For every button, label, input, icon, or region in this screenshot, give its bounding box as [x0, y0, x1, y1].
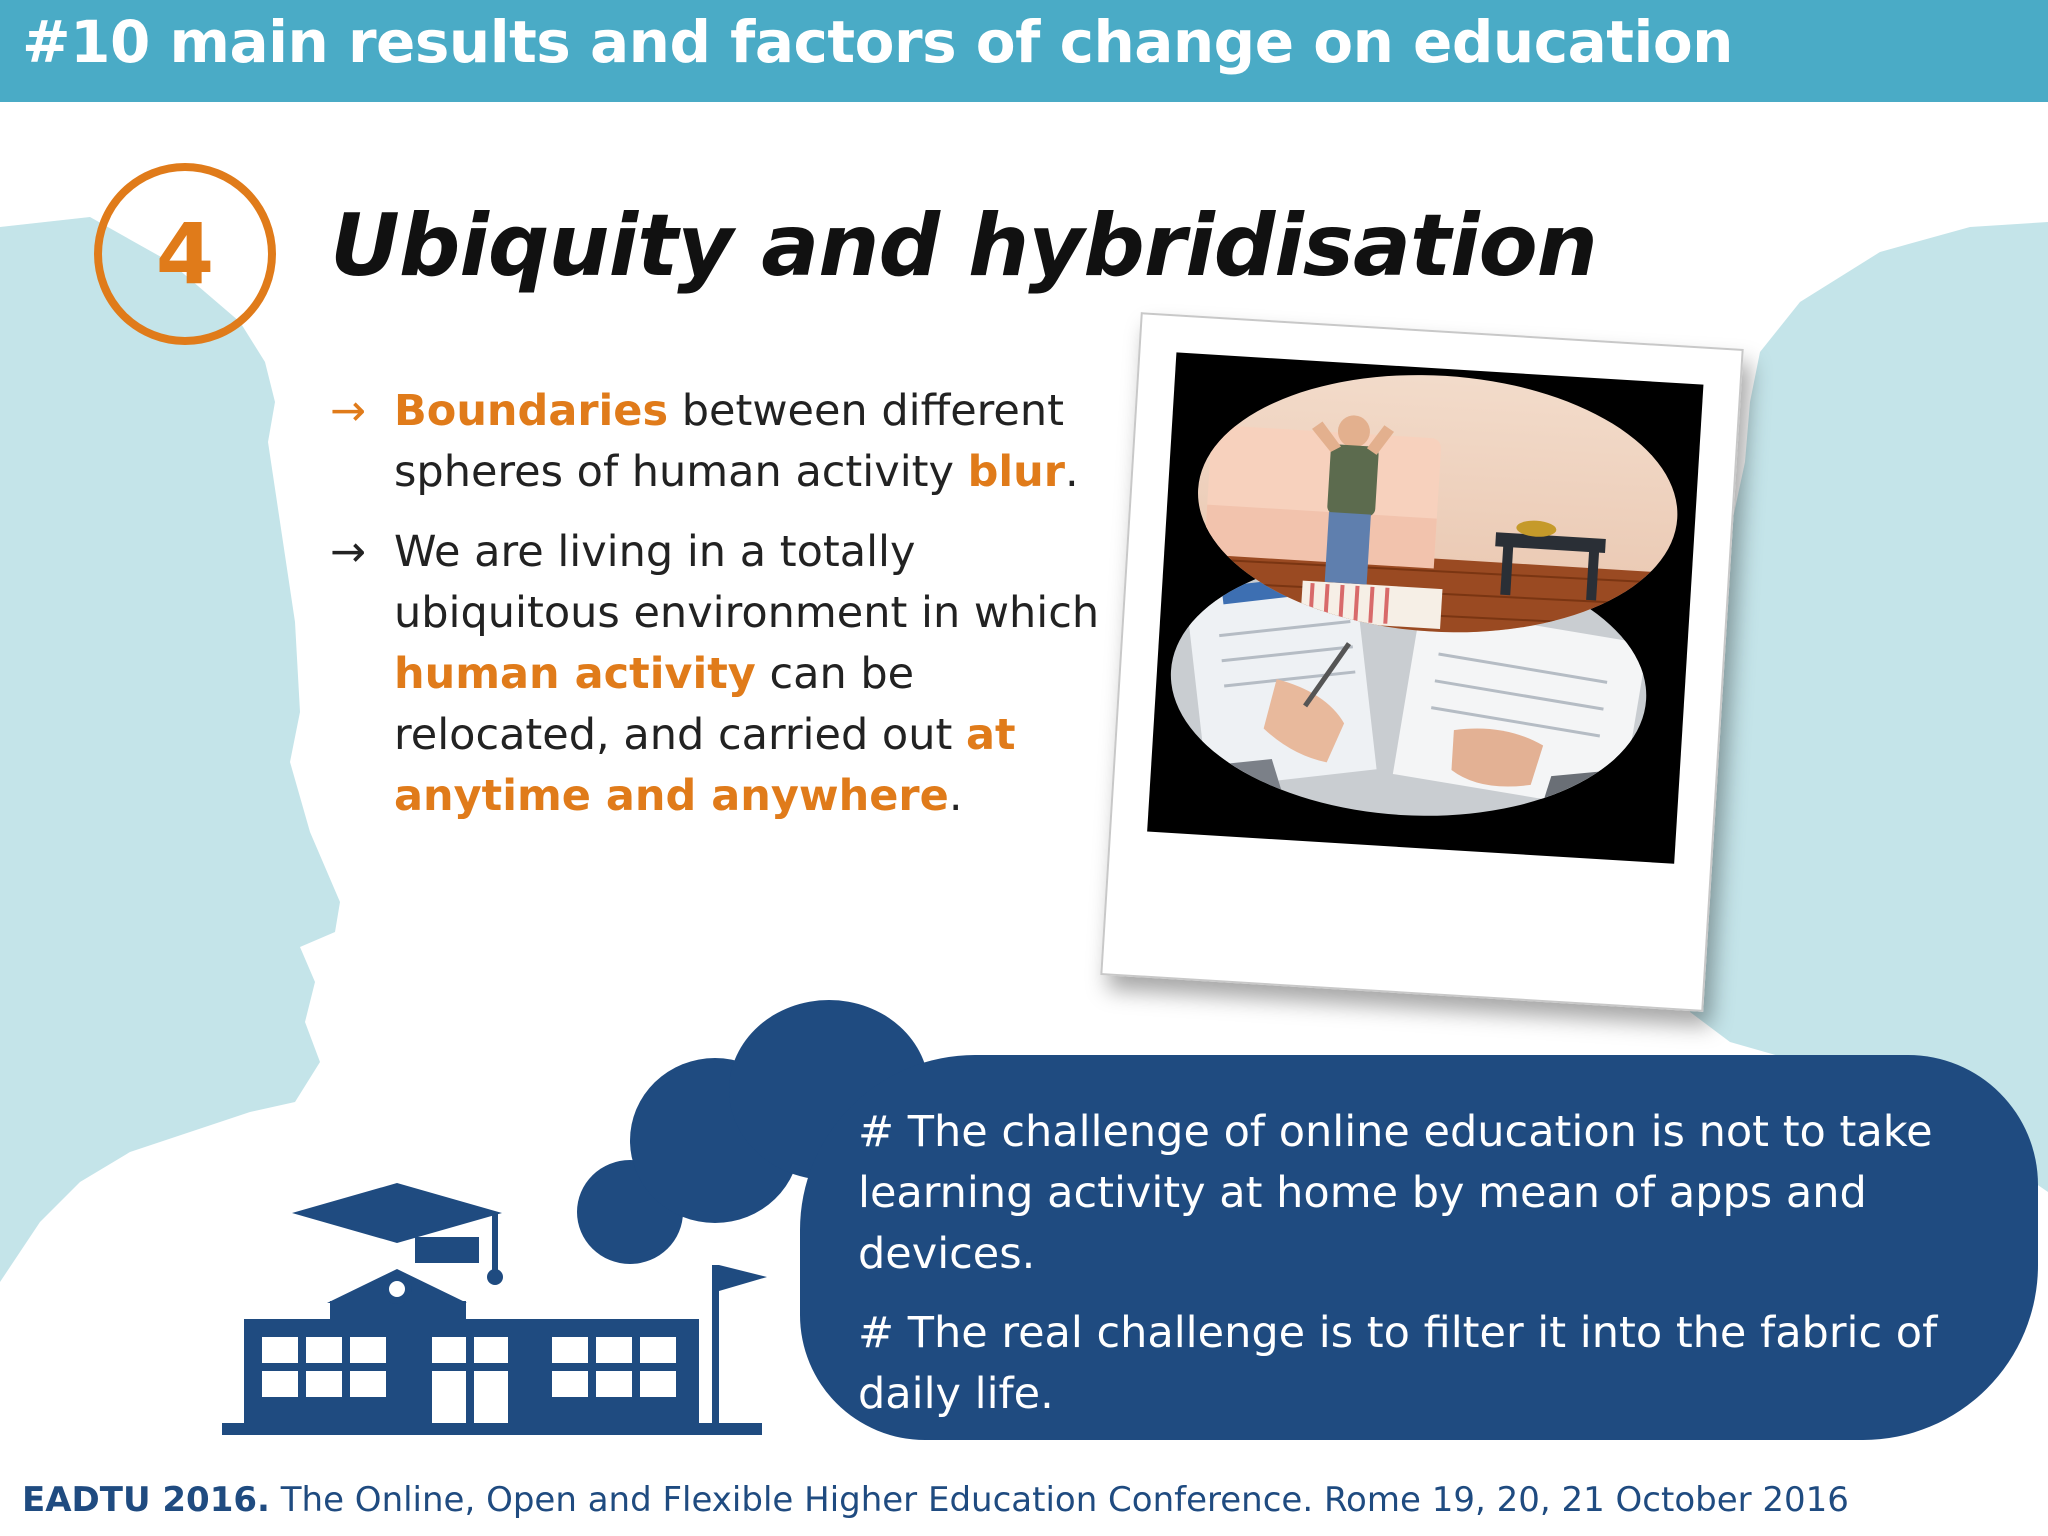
- arrow-right-icon: →: [330, 527, 367, 577]
- polaroid-photo-frame: [1100, 312, 1743, 1012]
- bullet-text-part: can be relocated, and carried out: [394, 649, 966, 760]
- challenge-statement: # The challenge of online education is not to take learning activity at home by mean of apps and devices.: [858, 1107, 1933, 1279]
- footer-text: The Online, Open and Flexible Higher Education Conference. Rome 19, 20, 21 October 2016: [269, 1480, 1849, 1520]
- bullet-text-part: .: [1064, 447, 1079, 497]
- highlight-text: human activity: [394, 649, 756, 699]
- graduation-cap-icon: [292, 1183, 502, 1243]
- bullet-text-part: .: [948, 771, 963, 821]
- bullet-text: [394, 381, 1110, 503]
- header-bar: [0, 0, 2048, 102]
- bullet-text-part: We are living in a totally ubiquitous environment in which: [394, 527, 1100, 638]
- flag-icon: [719, 1265, 767, 1291]
- bullet-text: [394, 522, 1110, 827]
- arrow-right-icon: →: [330, 386, 367, 436]
- footer-bold-label: EADTU 2016.: [22, 1480, 270, 1520]
- bullet-item: [330, 522, 1110, 827]
- section-number-circle: [94, 163, 276, 345]
- left-head-silhouette: [0, 217, 340, 1282]
- highlight-text: at anytime and anywhere: [394, 710, 1016, 821]
- photo-illustration: [1147, 352, 1703, 863]
- bullet-item: [330, 381, 1110, 503]
- highlight-text: blur: [967, 447, 1065, 497]
- slide-title: Ubiquity and hybridisation: [330, 196, 1597, 296]
- header-title: #10 main results and factors of change on education: [22, 8, 1733, 76]
- footer-conference-line: [22, 1480, 1849, 1520]
- highlight-text: Boundaries: [394, 386, 669, 436]
- challenge-statement: # The real challenge is to filter it into the fabric of daily life.: [858, 1308, 1938, 1419]
- section-number: 4: [155, 205, 215, 303]
- bullet-text-part: between different spheres of human activity: [394, 386, 1064, 497]
- photo-image: [1147, 352, 1703, 863]
